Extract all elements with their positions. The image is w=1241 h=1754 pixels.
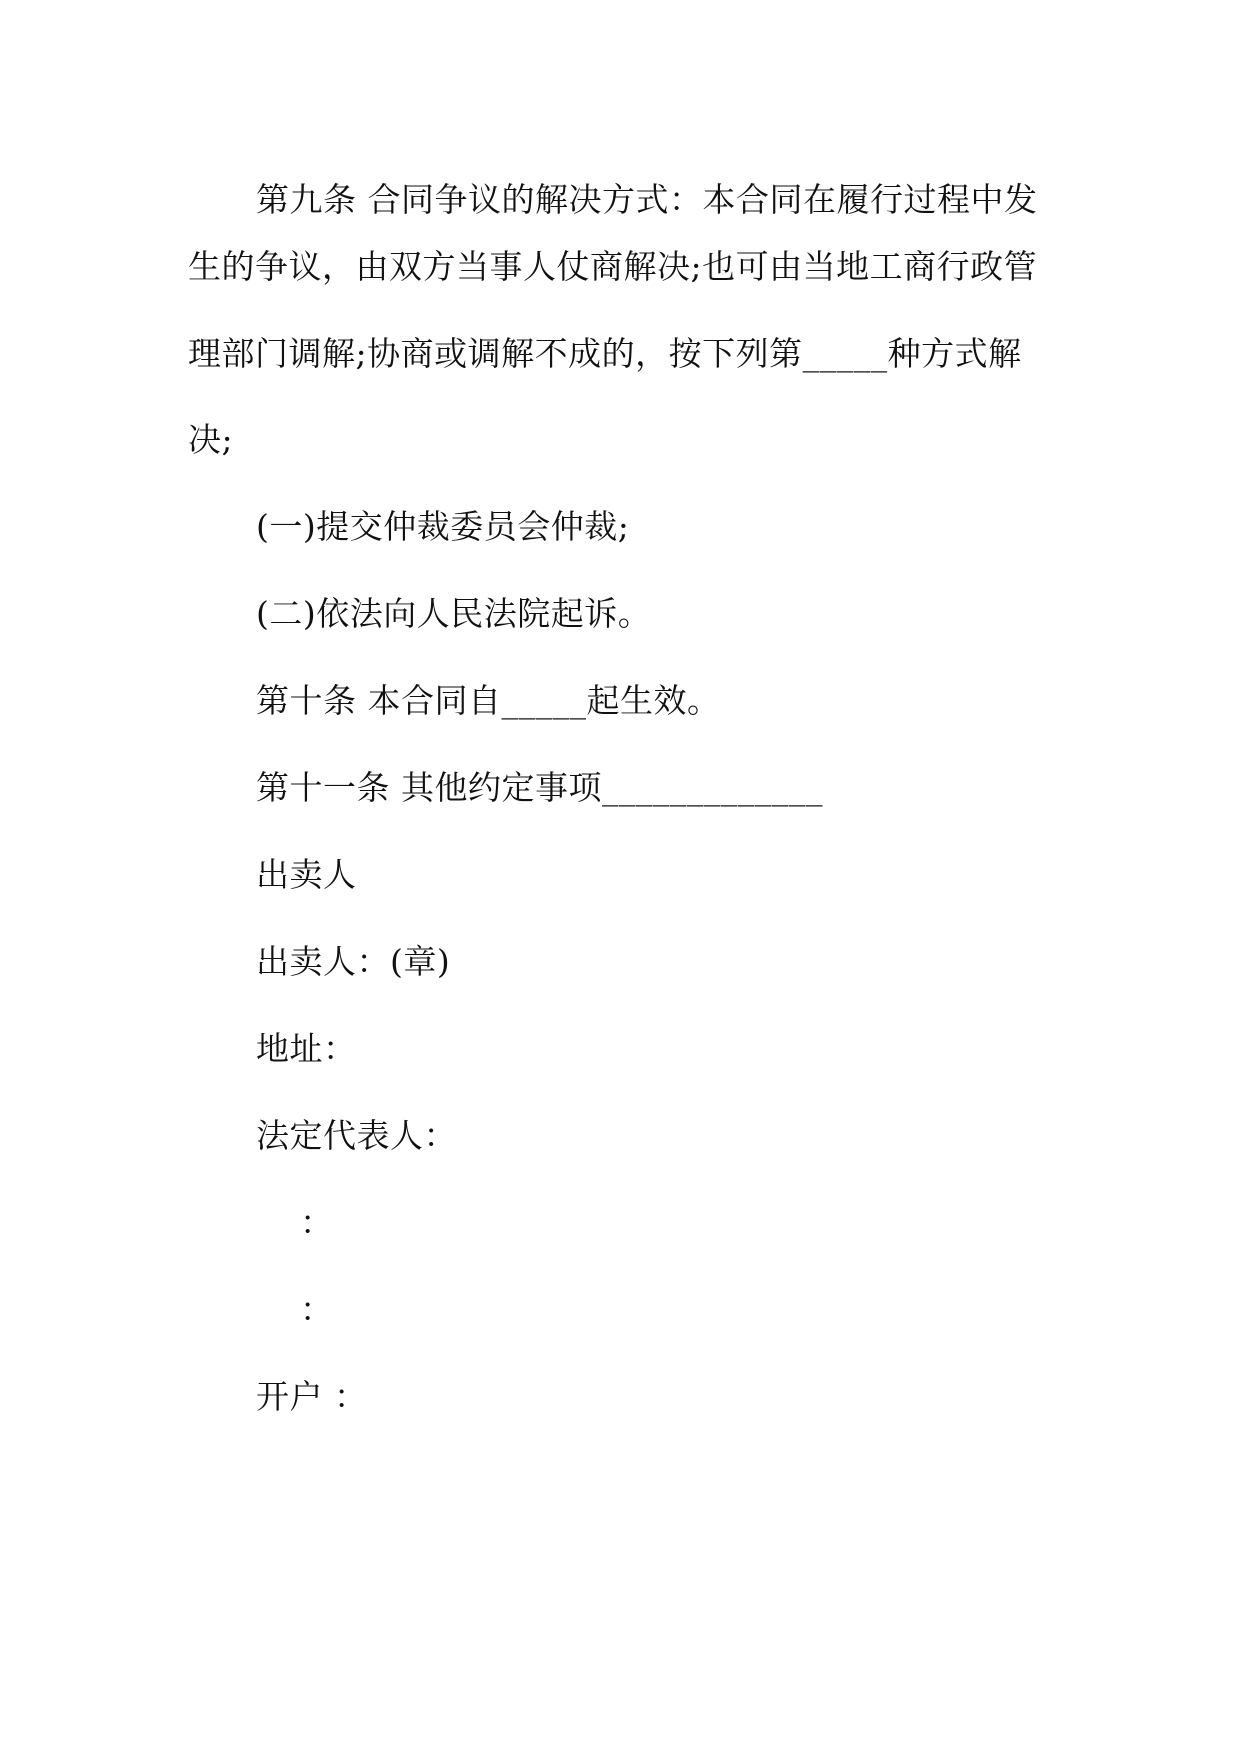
legal-representative-label: 法定代表人： [256,1116,457,1155]
article-9-line-1: 第九条 合同争议的解决方式：本合同在履行过程中发 [256,180,1038,219]
blank-field-label-1: ： [300,1203,334,1242]
article-10: 第十条 本合同自_____起生效。 [256,681,721,720]
address-label: 地址： [256,1029,357,1068]
seller-seal: 出卖人：(章) [256,942,451,981]
article-9-line-3: 理部门调解;协商或调解不成的，按下列第_____种方式解 [188,334,1022,373]
option-litigation: (二)依法向人民法院起诉。 [256,594,652,633]
seller-heading: 出卖人 [256,855,357,894]
blank-field-label-2: ： [300,1290,334,1329]
article-9-line-2: 生的争议，由双方当事人仗商解决;也可由当地工商行政管 [188,247,1038,286]
article-9-line-4: 决; [188,420,234,459]
article-11: 第十一条 其他约定事项_____________ [256,768,823,807]
bank-label: 开户 ： [256,1377,368,1416]
option-arbitration: (一)提交仲裁委员会仲裁; [256,507,630,546]
